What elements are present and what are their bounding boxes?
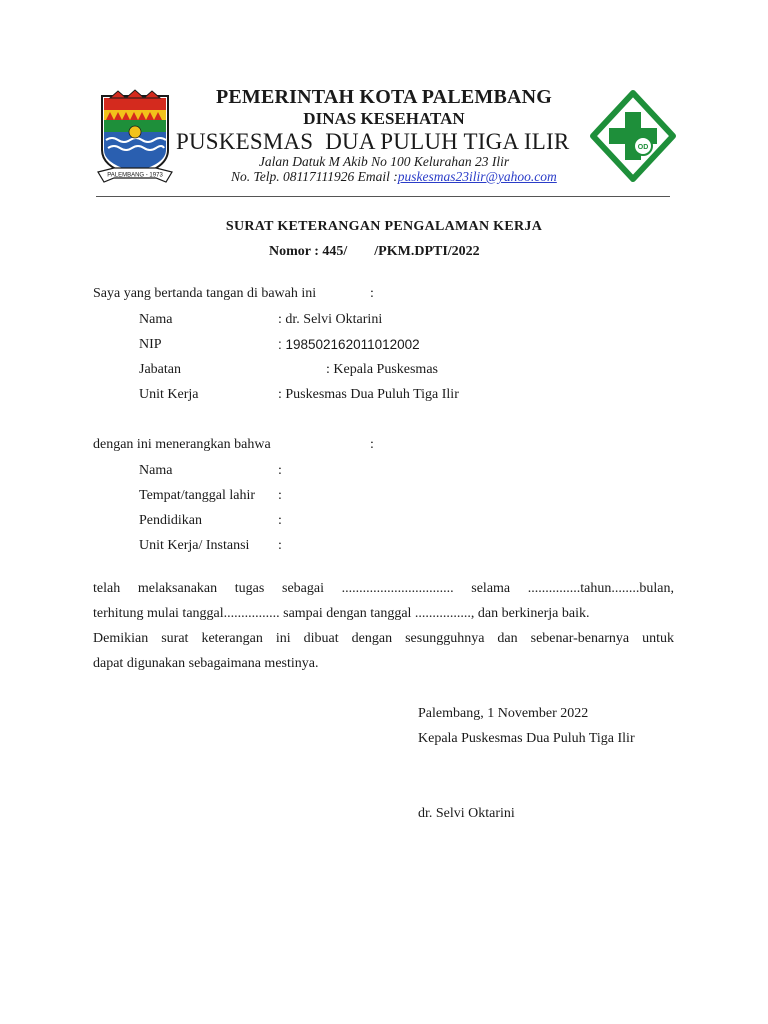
- subject-field-value: :: [278, 488, 282, 503]
- subject-field-label: Pendidikan: [139, 513, 202, 528]
- signer-field-label: Nama: [139, 312, 173, 327]
- body-paragraph: [93, 576, 674, 676]
- signer-field-value: : Kepala Puskesmas: [326, 362, 438, 377]
- body-line: terhitung mulai tanggal................ sampai dengan tanggal ................, dan berkinerja baik.: [93, 606, 590, 621]
- signature-place-date: Palembang, 1 November 2022: [418, 706, 589, 721]
- office-contact: [231, 169, 557, 185]
- body-line: dapat digunakan sebagaimana mestinya.: [93, 656, 319, 671]
- signature-name: dr. Selvi Oktarini: [418, 806, 515, 821]
- signature-position: Kepala Puskesmas Dua Puluh Tiga Ilir: [418, 731, 635, 746]
- body-line: Demikian surat keterangan ini dibuat dengan sesungguhnya dan sebenar-benarnya untuk: [93, 631, 674, 646]
- header-divider: [96, 196, 670, 197]
- office-name: PUSKESMAS DUA PULUH TIGA ILIR: [176, 129, 570, 154]
- signer-intro: Saya yang bertanda tangan di bawah ini: [93, 286, 317, 301]
- subject-field-label: Tempat/tanggal lahir: [139, 488, 256, 503]
- subject-field-value: :: [278, 463, 282, 478]
- subject-field-value: :: [278, 513, 282, 528]
- signer-field-label: Unit Kerja: [139, 387, 199, 402]
- body-line: telah melaksanakan tugas sebagai ................................ selama ...............tahun........bulan,: [93, 581, 674, 596]
- document-title: SURAT KETERANGAN PENGALAMAN KERJA: [225, 219, 543, 234]
- signer-field-label: NIP: [139, 337, 162, 352]
- email-link[interactable]: puskesmas23ilir@yahoo.com: [397, 169, 557, 184]
- signer-intro-colon: :: [370, 286, 374, 301]
- svg-text:OD: OD: [637, 144, 649, 151]
- subject-intro-colon: :: [370, 437, 374, 452]
- number-suffix: /PKM.DPTI/2022: [374, 244, 480, 259]
- government-name: PEMERINTAH KOTA PALEMBANG: [215, 86, 553, 108]
- subject-field-label: Nama: [139, 463, 173, 478]
- subject-field-value: :: [278, 538, 282, 553]
- subject-field-label: Unit Kerja/ Instansi: [139, 538, 250, 553]
- crest-ribbon-text: PALEMBANG - 1973: [107, 172, 163, 179]
- signer-field-value: : dr. Selvi Oktarini: [278, 312, 383, 327]
- phone-label: No. Telp. 08117111926 Email :: [231, 169, 398, 184]
- signer-field-label: Jabatan: [139, 362, 181, 377]
- signer-field-value: : Puskesmas Dua Puluh Tiga Ilir: [278, 387, 459, 402]
- department-name: DINAS KESEHATAN: [303, 109, 465, 128]
- document-number: [269, 244, 480, 260]
- number-prefix: Nomor : 445/: [269, 244, 348, 259]
- subject-intro: dengan ini menerangkan bahwa: [93, 437, 271, 452]
- signer-field-value: : 198502162011012002: [278, 337, 420, 352]
- office-address: Jalan Datuk M Akib No 100 Kelurahan 23 Ilir: [258, 154, 510, 169]
